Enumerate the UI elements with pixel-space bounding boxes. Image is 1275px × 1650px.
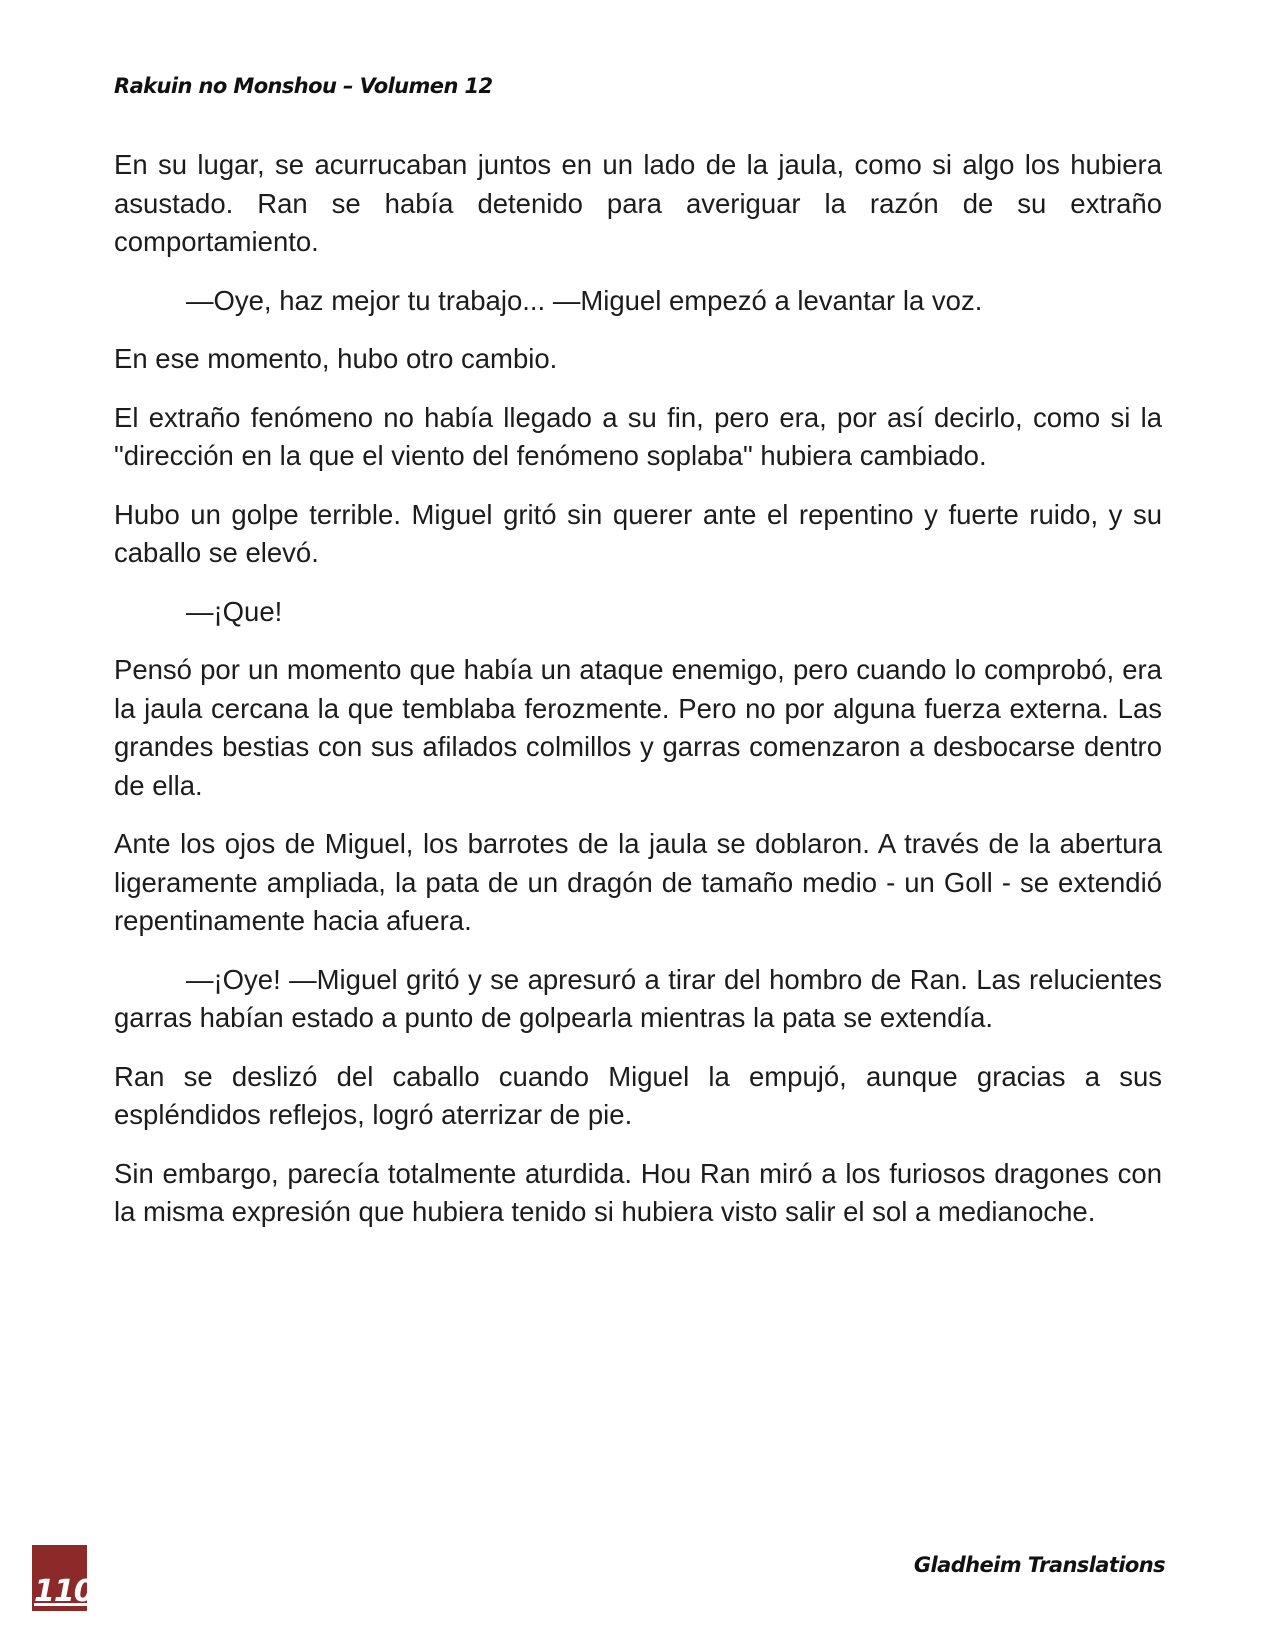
paragraph: El extraño fenómeno no había llegado a su fin, pero era, por así decirlo, como si la "dirección en la que el viento del fenómeno soplaba" hubiera cambiado.: [114, 401, 1162, 471]
paragraph: Hubo un golpe terrible. Miguel gritó sin querer ante el repentino y fuerte ruido, y su caballo se elevó.: [114, 498, 1162, 568]
paragraph: Sin embargo, parecía totalmente aturdida. Hou Ran miró a los furiosos dragones con la misma expresión que hubiera tenido si hubiera visto salir el sol a medianoche.: [114, 1157, 1162, 1227]
dialogue-paragraph: —¡Oye! —Miguel gritó y se apresuró a tirar del hombro de Ran. Las relucientes garras habían estado a punto de golpearla mientras la pata se extendía.: [114, 963, 1162, 1033]
dialogue-paragraph: —¡Que!: [186, 595, 283, 627]
dialogue-paragraph: —Oye, haz mejor tu trabajo... —Miguel empezó a levantar la voz.: [186, 284, 983, 316]
paragraph: Pensó por un momento que había un ataque enemigo, pero cuando lo comprobó, era la jaula cercana la que temblaba ferozmente. Pero no por alguna fuerza externa. Las grandes bestias con sus afilados colmillos y garras comenzaron a desbocarse dentro de ella.: [114, 654, 1162, 801]
translator-credit: Gladheim Translations: [913, 1553, 1165, 1577]
running-header: Rakuin no Monshou – Volumen 12: [114, 74, 493, 98]
page-body: [114, 146, 1162, 1252]
page-number-badge: [32, 1545, 94, 1611]
paragraph: En su lugar, se acurrucaban juntos en un lado de la jaula, como si algo los hubiera asustado. Ran se había detenido para averiguar la razón de su extraño comportamiento.: [114, 149, 1162, 257]
paragraph: Ran se deslizó del caballo cuando Miguel la empujó, aunque gracias a sus espléndidos reflejos, logró aterrizar de pie.: [114, 1060, 1162, 1130]
paragraph: En ese momento, hubo otro cambio.: [114, 343, 558, 374]
paragraph: Ante los ojos de Miguel, los barrotes de la jaula se doblaron. A través de la abertura ligeramente ampliada, la pata de un dragón de tamaño medio - un Goll - se extendió repentinamente hacia afuera.: [114, 828, 1162, 936]
page-number: 110: [34, 1574, 94, 1609]
